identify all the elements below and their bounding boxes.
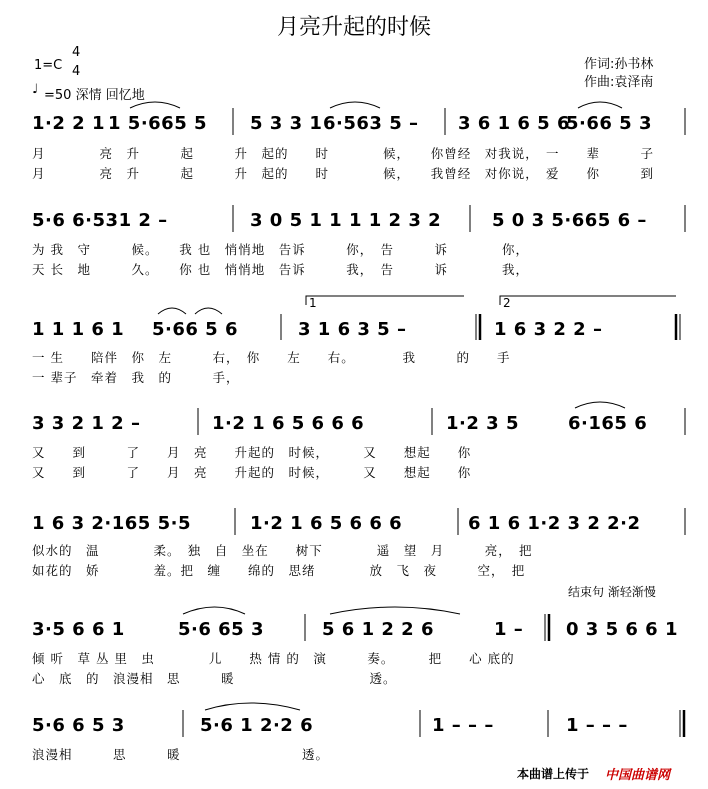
- measure: 1 5·665 5: [108, 113, 208, 134]
- measure: 5·6 6 5 3: [32, 715, 125, 736]
- measure: 1·2 2 1: [32, 113, 105, 134]
- measure: 1·2 1 6 5 6 6 6: [250, 513, 403, 534]
- tempo-marking: =50 深情 回忆地: [44, 88, 145, 103]
- measure: 6·563 5 –: [323, 113, 419, 134]
- key-signature: 1=C: [34, 58, 63, 73]
- measure: 1·2 3 5: [446, 413, 519, 434]
- lyrics-verse-2: 心 底 的 浪漫相 思 暖 透。: [32, 671, 397, 686]
- measure: 5 0 3 5·665 6 –: [492, 210, 647, 231]
- volta-1-label: 1: [309, 296, 317, 310]
- measure: 6·165 6: [568, 413, 648, 434]
- lyrics-verse-1: 浪漫相 思 暖 透。: [32, 747, 330, 762]
- measure: 1 6 3 2·165 5·5: [32, 513, 191, 534]
- measure: 0 3 5 6 6 1: [566, 619, 678, 640]
- lyrics-verse-2: 又 到 了 月 亮 升起的 时候， 又 想起 你: [32, 465, 472, 480]
- measure: 3 3 2 1 2 –: [32, 413, 141, 434]
- upload-credit: 本曲谱上传于: [517, 767, 590, 781]
- lyrics-verse-2: 一 辈子 牵着 我 的 手，: [32, 370, 240, 385]
- measure: 3·5 6 6 1: [32, 619, 125, 640]
- measure: 1 6 3 2 2 –: [494, 319, 603, 340]
- measure: 1 –: [494, 619, 524, 640]
- volta-2-label: 2: [503, 296, 511, 310]
- lyrics-verse-1: 为 我 守 候。 我 也 悄悄地 告诉 你， 告 诉 你，: [32, 242, 529, 257]
- measure: 1 – – –: [566, 715, 628, 736]
- measure: 6 1 6 1·2 3 2 2·2: [468, 513, 641, 534]
- lyrics-verse-1: 一 生 陪伴 你 左 右， 你 左 右。 我 的 手: [32, 350, 511, 365]
- time-signature-top: 4: [72, 45, 81, 60]
- lyrics-verse-2: 如花的 娇 羞。把 缠 绵的 思绪 放 飞 夜 空， 把: [32, 563, 526, 578]
- lyrics-verse-2: 天 长 地 久。 你 也 悄悄地 告诉 我， 告 诉 我，: [32, 262, 529, 277]
- composer: 作曲:袁泽南: [584, 75, 654, 90]
- measure: 3 1 6 3 5 –: [298, 319, 407, 340]
- lyricist: 作词:孙书林: [584, 57, 654, 72]
- song-title: 月亮升起的时候: [276, 15, 431, 40]
- quarter-note-icon: ♩: [32, 82, 39, 97]
- measure: 5 6 1 2 2 6: [322, 619, 434, 640]
- measure: 5·6 6·531 2 –: [32, 210, 168, 231]
- measure: 1·2 1 6 5 6 6 6: [212, 413, 365, 434]
- lyrics-verse-2: 月 亮 升 起 升 起的 时 候， 我曾经 对你说， 爱 你 到: [32, 166, 655, 181]
- measure: 1 1 1 6 1: [32, 319, 125, 340]
- time-signature-bottom: 4: [72, 64, 81, 79]
- measure: 1 – – –: [432, 715, 494, 736]
- measure: 5 3 3 1: [250, 113, 323, 134]
- lyrics-verse-1: 似水的 温 柔。 独 自 坐在 树下 遥 望 月 亮， 把: [32, 543, 533, 558]
- measure: 5·6 65 3: [178, 619, 264, 640]
- measure: 5·66 5 3: [566, 113, 652, 134]
- measure: 3 6 1 6 5 6: [458, 113, 570, 134]
- measure: 3 0 5 1 1 1 1 2 3 2: [250, 210, 442, 231]
- measure: 5·6 1 2·2 6: [200, 715, 314, 736]
- measure: 5·66 5 6: [152, 319, 238, 340]
- lyrics-verse-1: 又 到 了 月 亮 升起的 时候， 又 想起 你: [32, 445, 472, 460]
- site-logo[interactable]: 中国曲谱网: [605, 768, 671, 783]
- lyrics-verse-1: 月 亮 升 起 升 起的 时 候， 你曾经 对我说， 一 辈 子: [32, 146, 655, 161]
- ending-annotation: 结束句 渐轻渐慢: [568, 585, 656, 599]
- lyrics-verse-1: 倾 听 草 丛 里 虫 儿 热 情 的 演 奏。 把 心 底的: [32, 651, 515, 666]
